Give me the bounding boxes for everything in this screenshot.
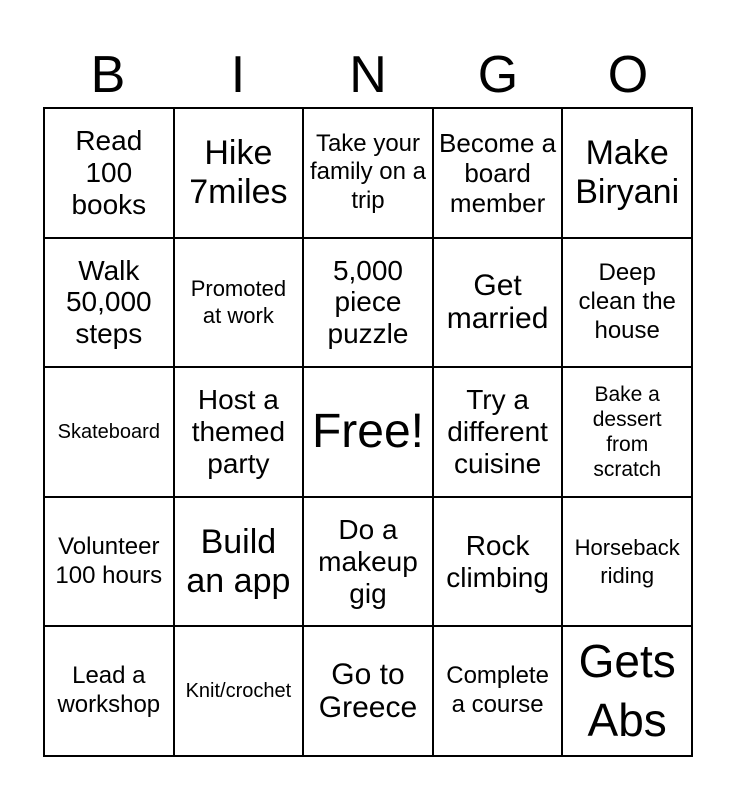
cell-label: Complete a course xyxy=(446,662,549,719)
cell-label: Walk 50,000 steps xyxy=(65,254,152,350)
cell-label: Go to Greece xyxy=(318,657,418,725)
bingo-cell[interactable] xyxy=(434,368,564,498)
bingo-cell[interactable] xyxy=(45,627,175,757)
cell-label: Gets Abs xyxy=(578,635,676,747)
cell-label: Get married xyxy=(446,268,549,336)
bingo-cell[interactable] xyxy=(175,368,305,498)
cell-label: Try a different cuisine xyxy=(447,384,548,479)
cell-label: Knit/crochet xyxy=(185,680,292,702)
header-letter-i: I xyxy=(230,46,246,104)
bingo-cell[interactable] xyxy=(304,498,434,628)
cell-label: Lead a workshop xyxy=(57,662,161,719)
bingo-cell[interactable] xyxy=(563,109,693,239)
cell-label: 5,000 piece puzzle xyxy=(327,254,409,350)
bingo-cell[interactable] xyxy=(45,109,175,239)
header-letter-b: B xyxy=(90,46,126,104)
bingo-cell[interactable] xyxy=(434,498,564,628)
bingo-cell[interactable] xyxy=(434,109,564,239)
bingo-cell[interactable] xyxy=(175,627,305,757)
cell-label: Host a themed party xyxy=(191,384,286,479)
header-letter-g: G xyxy=(477,46,519,104)
header-letter-o: O xyxy=(607,46,649,104)
cell-label: Promoted at work xyxy=(190,275,287,329)
bingo-cell[interactable] xyxy=(434,239,564,369)
cell-label: Take your family on a trip xyxy=(309,129,427,215)
cell-label: Volunteer 100 hours xyxy=(55,532,163,589)
cell-label: Free! xyxy=(311,405,424,459)
cell-label: Build an app xyxy=(186,522,291,600)
cell-label: Make Biryani xyxy=(575,134,680,211)
cell-label: Bake a dessert from scratch xyxy=(592,382,662,482)
bingo-cell[interactable] xyxy=(175,239,305,369)
bingo-cell[interactable] xyxy=(175,498,305,628)
bingo-cell-free[interactable] xyxy=(304,368,434,498)
cell-label: Become a board member xyxy=(439,127,557,218)
cell-label: Hike 7miles xyxy=(189,134,288,211)
bingo-cell[interactable] xyxy=(304,239,434,369)
bingo-header xyxy=(43,42,693,108)
bingo-cell[interactable] xyxy=(45,239,175,369)
bingo-cell[interactable] xyxy=(45,368,175,498)
bingo-cell[interactable] xyxy=(563,239,693,369)
bingo-cell[interactable] xyxy=(304,109,434,239)
bingo-cell[interactable] xyxy=(563,498,693,628)
bingo-cell[interactable] xyxy=(434,627,564,757)
cell-label: Deep clean the house xyxy=(578,259,676,344)
bingo-cell[interactable] xyxy=(563,368,693,498)
header-letter-n: N xyxy=(349,46,387,104)
cell-label: Skateboard xyxy=(57,420,160,443)
bingo-cell[interactable] xyxy=(304,627,434,757)
cell-label: Rock climbing xyxy=(446,529,549,593)
cell-label: Do a makeup gig xyxy=(318,513,418,609)
cell-label: Read 100 books xyxy=(71,124,147,220)
bingo-cell[interactable] xyxy=(45,498,175,628)
cell-label: Horseback riding xyxy=(574,535,680,588)
bingo-grid xyxy=(43,107,693,757)
bingo-cell[interactable] xyxy=(175,109,305,239)
bingo-cell[interactable] xyxy=(563,627,693,757)
